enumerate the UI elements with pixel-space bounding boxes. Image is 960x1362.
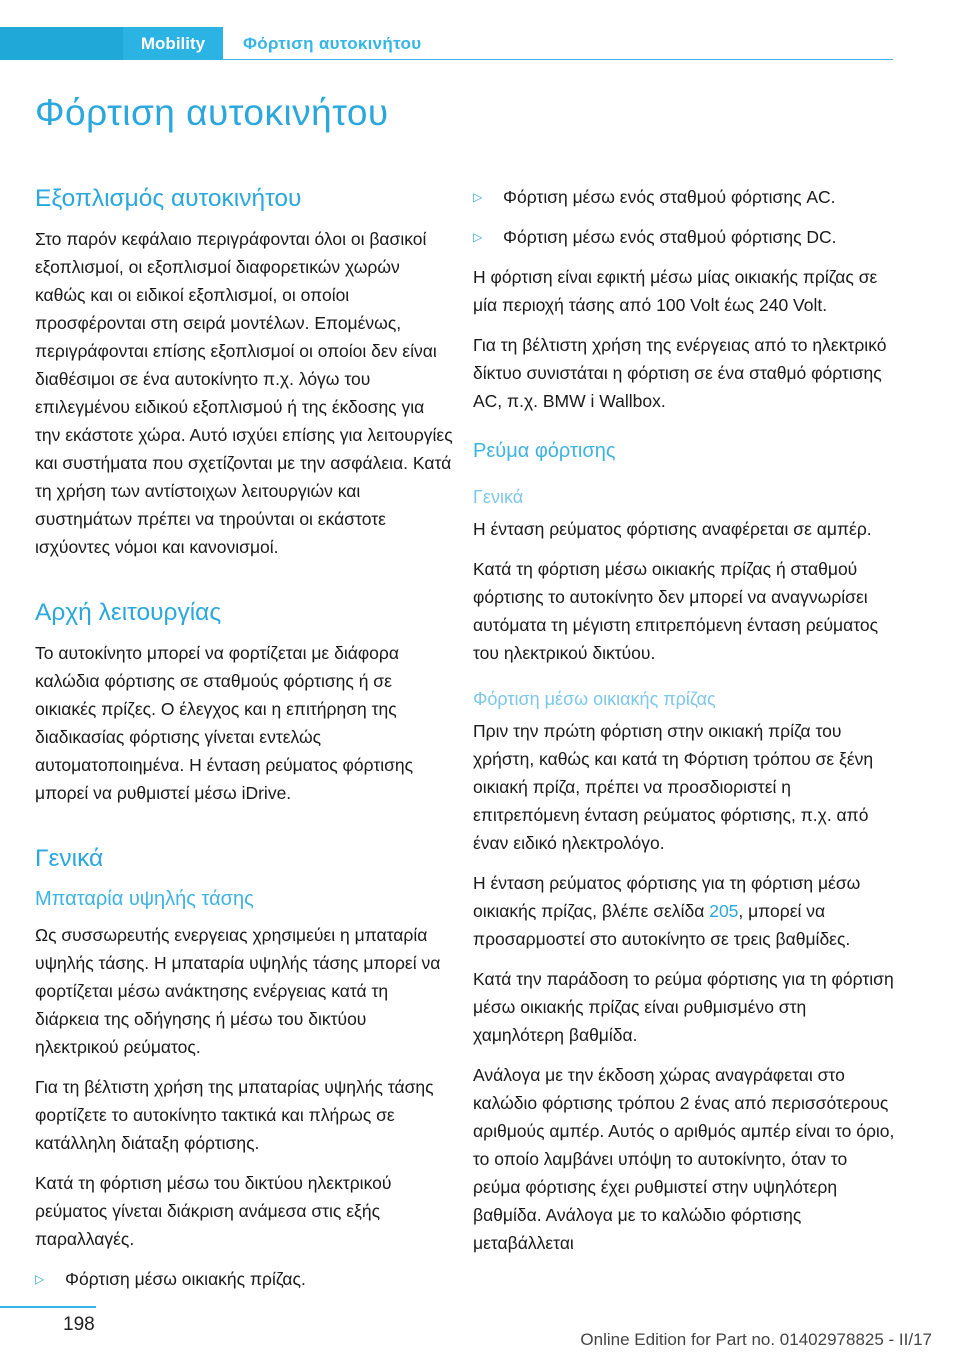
bullet-triangle-icon: ▷	[473, 230, 483, 244]
heading-principle: Αρχή λειτουργίας	[35, 599, 222, 626]
paragraph-socket-1: Πριν την πρώτη φόρτιση στην οικιακή πρίζα του χρήστη, καθώς και κατά τη Φόρτιση τρόπου σε ξένη οικιακή πρίζα, πρέπει να προσδιοριστεί η επιτρεπόμενη ένταση ρεύματος φόρτισης, π.χ. από έναν ειδικό ηλεκτρολόγο.	[473, 721, 874, 853]
list-item	[473, 183, 898, 211]
paragraph-current-1: Η ένταση ρεύματος φόρτισης αναφέρεται σε αμπέρ.	[473, 519, 872, 539]
paragraph-possible: Η φόρτιση είναι εφικτή μέσω μίας οικιακής πρίζας σε μία περιοχή τάσης από 100 Volt έως 240 Volt.	[473, 267, 878, 315]
list-item-text: Φόρτιση μέσω ενός σταθμού φόρτισης DC.	[503, 227, 837, 247]
breadcrumb[interactable]: Φόρτιση αυτοκινήτου	[243, 34, 422, 53]
paragraph-socket-4: Ανάλογα με την έκδοση χώρας αναγράφεται στο καλώδιο φόρτισης τρόπου 2 ένας από περισσότερους αριθμούς αμπέρ. Αυτός ο αριθμός αμπέρ είναι το όριο, το οποίο λαμβάνει υπόψη το αυτοκίνητο, όταν το ρεύμα φόρτισης έχει ρυθμιστεί στην υψηλότερη βαθμίδα. Ανάλογα με το καλώδιο φόρτισης μεταβάλλεται	[473, 1065, 895, 1253]
bullet-triangle-icon: ▷	[473, 190, 483, 204]
edition-footer: Online Edition for Part no. 01402978825 - II/17	[580, 1330, 932, 1349]
section-tab[interactable]: Mobility	[123, 27, 223, 60]
heading-current-general: Γενικά	[473, 487, 524, 507]
paragraph-battery-1: Ως συσσωρευτής ενεργειας χρησιμεύει η μπαταρία υψηλής τάσης. Η μπαταρία υψηλής τάσης μπορεί να φορτίζεται μέσω ανάκτησης ενέργειας κατά τη διάρκεια της οδήγησης ή μέσω του δικτύου ηλεκτρικού ρεύματος.	[35, 925, 441, 1057]
heading-socket-charging: Φόρτιση μέσω οικιακής πρίζας	[473, 689, 716, 709]
bullet-triangle-icon: ▷	[35, 1272, 45, 1286]
header-divider	[223, 59, 893, 60]
paragraph-optimal: Για τη βέλτιστη χρήση της ενέργειας από το ηλεκτρικό δίκτυο συνιστάται η φόρτιση σε ένα σταθμό φόρτισης AC, π.χ. BMW i Wallbox.	[473, 335, 887, 411]
list-item	[35, 1265, 453, 1293]
paragraph-equipment: Στο παρόν κεφάλαιο περιγράφονται όλοι οι βασικοί εξοπλισμοί, οι εξοπλισμοί διαφορετικών χωρών καθώς και οι ειδικοί εξοπλισμοί, οι οποίοι προσφέρονται στη σειρά μοντέλων. Επομένως, περιγράφονται επίσης εξοπλισμοί οι οποίοι δεν είναι διαθέσιμοι σε ένα αυτοκίνητο π.χ. λόγω του επιλεγμένου ειδικού εξοπλισμού ή της έκδοσης για την εκάστοτε χώρα. Αυτό ισχύει επίσης για λειτουργίες και συστήματα που σχετίζονται με την ασφάλεια. Κατά τη χρήση των αντίστοιχων λειτουργιών και συστημάτων πρέπει να τηρούνται οι εκάστοτε ισχύοντες νόμοι και κανονισμοί.	[35, 229, 453, 557]
page-reference-link[interactable]: 205	[709, 901, 739, 921]
heading-battery: Μπαταρία υψηλής τάσης	[35, 888, 254, 910]
paragraph-socket-2-start: Η ένταση ρεύματος φόρτισης για τη φόρτιση μέσω οικιακής πρίζας, βλέπε σελίδα	[473, 873, 861, 921]
header-accent	[0, 27, 123, 60]
paragraph-socket-2	[473, 869, 898, 953]
list-item	[473, 223, 898, 251]
right-column	[473, 183, 898, 1269]
footer-divider	[0, 1306, 96, 1308]
paragraph-socket-3: Κατά την παράδοση το ρεύμα φόρτισης για τη φόρτιση μέσω οικιακής πρίζας είναι ρυθμισμένο στη χαμηλότερη βαθμίδα.	[473, 969, 894, 1045]
paragraph-principle: Το αυτοκίνητο μπορεί να φορτίζεται με διάφορα καλώδια φόρτισης σε σταθμούς φόρτισης ή σε οικιακές πρίζες. Ο έλεγχος και η επιτήρηση της διαδικασίας φόρτισης γίνεται εντελώς αυτοματοποιημένα. Η ένταση ρεύματος φόρτισης μπορεί να ρυθμιστεί μέσω iDrive.	[35, 643, 414, 803]
list-item-text: Φόρτιση μέσω οικιακής πρίζας.	[65, 1269, 306, 1289]
list-item-text: Φόρτιση μέσω ενός σταθμού φόρτισης AC.	[503, 187, 836, 207]
paragraph-battery-2: Για τη βέλτιστη χρήση της μπαταρίας υψηλής τάσης φορτίζετε το αυτοκίνητο τακτικά και πλήρως σε κατάλληλη διάταξη φόρτισης.	[35, 1077, 434, 1153]
header-bar	[0, 27, 893, 60]
heading-charging-current: Ρεύμα φόρτισης	[473, 440, 616, 462]
page-title: Φόρτιση αυτοκινήτου	[35, 92, 389, 133]
left-column	[35, 183, 453, 1305]
paragraph-current-2: Κατά τη φόρτιση μέσω οικιακής πρίζας ή σταθμού φόρτισης το αυτοκίνητο δεν μπορεί να αναγνωρίσει αυτόματα τη μέγιστη επιτρεπόμενη ένταση ρεύματος του ηλεκτρικού δικτύου.	[473, 559, 879, 663]
heading-equipment: Εξοπλισμός αυτοκινήτου	[35, 185, 302, 212]
paragraph-battery-3: Κατά τη φόρτιση μέσω του δικτύου ηλεκτρικού ρεύματος γίνεται διάκριση ανάμεσα στις εξής παραλλαγές.	[35, 1173, 392, 1249]
paragraph-socket-2-end: , μπορεί να προσαρμοστεί στο αυτοκίνητο σε τρεις βαθμίδες.	[473, 901, 851, 949]
page-number: 198	[63, 1314, 95, 1335]
heading-general: Γενικά	[35, 845, 104, 872]
